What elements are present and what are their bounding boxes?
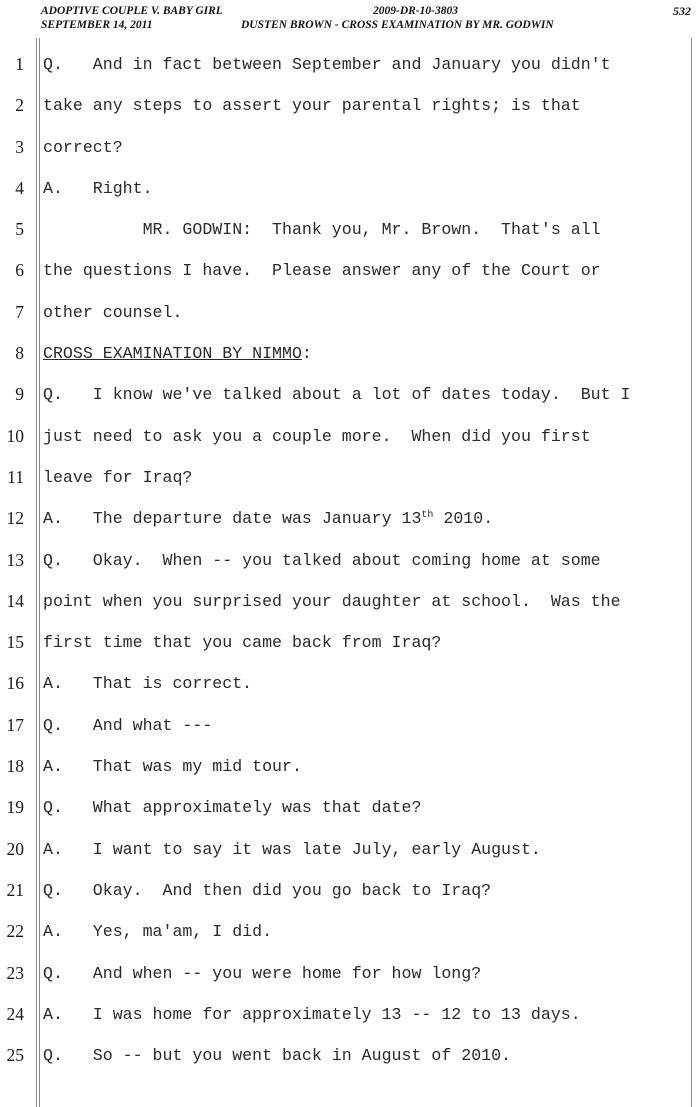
line-text-main: Q. And when -- you were home for how long? bbox=[43, 963, 482, 983]
line-text-main: the questions I have. Please answer any of the Court or bbox=[43, 261, 601, 281]
line-number: 14 bbox=[6, 590, 24, 611]
line-number: 25 bbox=[6, 1045, 24, 1066]
transcript-line bbox=[0, 213, 700, 254]
transcript-line bbox=[0, 420, 700, 461]
line-text-main: A. That is correct. bbox=[43, 674, 253, 694]
line-text-main: correct? bbox=[43, 137, 123, 157]
line-number: 23 bbox=[6, 962, 24, 983]
line-text-main: other counsel. bbox=[43, 302, 183, 322]
transcript-line bbox=[0, 461, 700, 502]
line-number: 11 bbox=[7, 466, 24, 487]
line-number: 2 bbox=[15, 95, 24, 116]
line-text-main: MR. GODWIN: Thank you, Mr. Brown. That's all bbox=[43, 220, 601, 240]
transcript-line bbox=[0, 750, 700, 791]
line-number: 6 bbox=[15, 260, 24, 281]
transcript-line bbox=[0, 502, 700, 543]
line-text bbox=[43, 261, 601, 280]
line-number: 8 bbox=[15, 343, 24, 364]
line-text bbox=[43, 468, 192, 487]
line-text bbox=[43, 1046, 511, 1065]
transcript-line bbox=[0, 544, 700, 585]
line-text-main: first time that you came back from Iraq? bbox=[43, 633, 442, 653]
transcript-line bbox=[0, 48, 700, 89]
line-text-tail: 2010. bbox=[433, 509, 494, 529]
line-text-main: A. I was home for approximately 13 -- 12 to 13 days. bbox=[43, 1004, 581, 1024]
line-text-main: Q. So -- but you went back in August of 2010. bbox=[43, 1046, 512, 1066]
line-text bbox=[43, 964, 481, 983]
line-number: 9 bbox=[15, 384, 24, 405]
transcript-line bbox=[0, 957, 700, 998]
line-text-main: Q. And in fact between September and January you didn't bbox=[43, 55, 611, 74]
line-text-main: A. I want to say it was late July, early August. bbox=[43, 839, 541, 859]
line-text-main: Q. And what --- bbox=[43, 715, 213, 735]
transcript-line bbox=[0, 172, 700, 213]
transcript-line bbox=[0, 89, 700, 130]
line-number: 1 bbox=[15, 54, 24, 74]
line-number: 22 bbox=[6, 921, 24, 942]
line-text bbox=[43, 179, 153, 198]
line-text-main: point when you surprised your daughter at school. Was the bbox=[43, 591, 621, 611]
line-text-main: A. Right. bbox=[43, 178, 153, 198]
line-text bbox=[43, 303, 182, 322]
line-text-main: take any steps to assert your parental rights; is that bbox=[43, 96, 581, 116]
transcript-line bbox=[0, 874, 700, 915]
transcript-line bbox=[0, 833, 700, 874]
line-text-main: Q. What approximately was that date? bbox=[43, 798, 422, 818]
line-text bbox=[43, 551, 601, 570]
transcript-line bbox=[0, 1039, 700, 1080]
line-number: 20 bbox=[6, 838, 24, 859]
page-header bbox=[41, 4, 691, 36]
line-number: 13 bbox=[6, 549, 24, 570]
line-text bbox=[43, 633, 441, 652]
transcript-line bbox=[0, 667, 700, 708]
line-number: 16 bbox=[6, 673, 24, 694]
line-text-main: Q. I know we've talked about a lot of dates today. But I bbox=[43, 385, 631, 405]
line-text-main: A. Yes, ma'am, I did. bbox=[43, 922, 273, 942]
line-text bbox=[43, 922, 272, 941]
line-number: 17 bbox=[6, 714, 24, 735]
line-text bbox=[43, 385, 631, 404]
line-number: 4 bbox=[15, 177, 24, 198]
line-number: 19 bbox=[6, 797, 24, 818]
line-text-main: A. The departure date was January 13 bbox=[43, 509, 422, 529]
transcript-line bbox=[0, 998, 700, 1039]
line-text bbox=[43, 798, 421, 817]
transcript-line bbox=[0, 296, 700, 337]
transcript-line bbox=[0, 131, 700, 172]
transcript-line bbox=[0, 254, 700, 295]
line-text-main: leave for Iraq? bbox=[43, 467, 193, 487]
transcript-line bbox=[0, 378, 700, 419]
line-text bbox=[43, 344, 312, 363]
line-text bbox=[43, 509, 493, 528]
line-number: 24 bbox=[6, 1003, 24, 1024]
line-number: 21 bbox=[6, 879, 24, 900]
transcript-line bbox=[0, 585, 700, 626]
line-text-main: Q. Okay. When -- you talked about coming home at some bbox=[43, 550, 601, 570]
witness-section: DUSTEN BROWN - CROSS EXAMINATION BY MR. GODWIN bbox=[241, 19, 554, 31]
line-text bbox=[43, 1005, 581, 1024]
section-heading: CROSS EXAMINATION BY NIMMO bbox=[43, 344, 302, 364]
transcript-line bbox=[0, 709, 700, 750]
line-number: 3 bbox=[15, 136, 24, 157]
line-text bbox=[43, 840, 541, 859]
transcript-line bbox=[0, 626, 700, 667]
line-text bbox=[43, 427, 591, 446]
line-text bbox=[43, 674, 252, 693]
transcript-line bbox=[0, 915, 700, 956]
line-text-main: A. That was my mid tour. bbox=[43, 757, 302, 777]
line-number: 18 bbox=[6, 756, 24, 777]
line-text-main: just need to ask you a couple more. When did you first bbox=[43, 426, 591, 446]
line-text bbox=[43, 138, 123, 157]
line-number: 15 bbox=[6, 632, 24, 653]
line-number: 7 bbox=[15, 301, 24, 322]
line-text bbox=[43, 55, 611, 74]
ordinal-superscript: th bbox=[421, 510, 434, 522]
case-number: 2009-DR-10-3803 bbox=[373, 5, 458, 17]
line-text bbox=[43, 716, 212, 735]
line-text bbox=[43, 757, 302, 776]
line-text bbox=[43, 96, 581, 115]
line-text bbox=[43, 220, 601, 239]
page-number: 532 bbox=[673, 4, 691, 18]
case-title: ADOPTIVE COUPLE V. BABY GIRL bbox=[41, 5, 223, 17]
line-number: 5 bbox=[15, 219, 24, 240]
transcript-lines bbox=[0, 48, 700, 1080]
transcript-line bbox=[0, 337, 700, 378]
line-text bbox=[43, 592, 621, 611]
transcript-line bbox=[0, 791, 700, 832]
line-text-tail: : bbox=[301, 344, 312, 364]
line-text bbox=[43, 881, 491, 900]
line-number: 10 bbox=[6, 425, 24, 446]
line-number: 12 bbox=[6, 508, 24, 529]
hearing-date: SEPTEMBER 14, 2011 bbox=[41, 19, 153, 31]
line-text-main: Q. Okay. And then did you go back to Iraq? bbox=[43, 880, 492, 900]
